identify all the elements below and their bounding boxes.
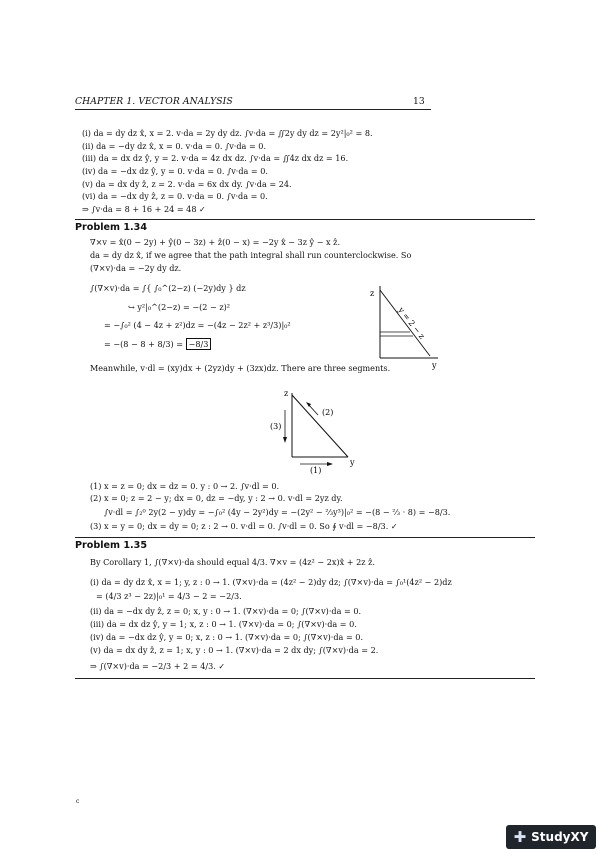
- p134-da: da = dy dz x̂, if we agree that the path integral shall run counterclockwise. So: [90, 250, 412, 260]
- p135-line-3: (ii) da = −dx dy ẑ, z = 0; x, y : 0 → 1. (∇×v)·da = 0; ∫(∇×v)·da = 0.: [90, 606, 362, 616]
- p134-boxed-answer: −8/3: [186, 338, 212, 350]
- p134-calc-3: = −∫₀² (4 − 4z + z²)dz = −(4z − 2z² + z³/3)|₀²: [104, 320, 291, 330]
- page-number: 13: [413, 96, 425, 107]
- p135-line-5: (iv) da = −dx dz ŷ, y = 0; x, z : 0 → 1. (∇×v)·da = 0; ∫(∇×v)·da = 0.: [90, 632, 364, 642]
- p133-line-6: (vi) da = −dx dy ẑ, z = 0. v·da = 0. ∫v·da = 0.: [82, 191, 268, 201]
- fig2-seg2-label: (2): [322, 408, 334, 417]
- p134-seg-1: (1) x = z = 0; dx = dz = 0. y : 0 → 2. ∫v·dl = 0.: [90, 481, 280, 491]
- p135-line-4: (iii) da = dx dz ŷ, y = 1; x, z : 0 → 1. (∇×v)·da = 0; ∫(∇×v)·da = 0.: [90, 619, 357, 629]
- problem-1-34-title: Problem 1.34: [75, 222, 148, 233]
- footer-mark: c: [76, 798, 80, 805]
- p134-meanwhile: Meanwhile, v·dl = (xy)dx + (2yz)dy + (3zx)dz. There are three segments.: [90, 363, 391, 373]
- p133-line-7: ⇒ ∫v·da = 8 + 16 + 24 = 48 ✓: [82, 204, 206, 214]
- fig2-seg3-label: (3): [270, 422, 282, 431]
- fig1-y-label: y: [432, 361, 437, 370]
- p135-intro: By Corollary 1, ∫(∇×v)·da should equal 4/3. ∇×v = (4z² − 2x)x̂ + 2z ẑ.: [90, 557, 375, 567]
- studyxy-logo: [506, 825, 596, 849]
- p134-curl-da: (∇×v)·da = −2y dy dz.: [90, 263, 182, 273]
- p135-line-7: ⇒ ∫(∇×v)·da = −2/3 + 2 = 4/3. ✓: [90, 661, 226, 671]
- problem-1-35-title: Problem 1.35: [75, 540, 148, 551]
- section-rule-2: [75, 537, 535, 538]
- fig1-line-label: y = 2 − z: [396, 305, 427, 341]
- p133-line-5: (v) da = dx dy ẑ, z = 2. v·da = 6x dx dy. ∫v·da = 24.: [82, 179, 292, 189]
- p134-calc-1: ∫(∇×v)·da = ∫{ ∫₀^(2−z) (−2y)dy } dz: [90, 283, 246, 293]
- p134-calc-2: ↪ y²|₀^(2−z) = −(2 − z)²: [128, 302, 231, 312]
- segments-figure: [270, 385, 370, 475]
- p134-calc-4: [104, 339, 211, 350]
- p135-line-1: (i) da = dy dz x̂, x = 1; y, z : 0 → 1. (∇×v)·da = (4z² − 2)dy dz; ∫(∇×v)·da = ∫₀¹(4z² − 2)dz: [90, 577, 452, 587]
- fig1-z-label: z: [370, 289, 375, 298]
- triangle-figure: [360, 280, 440, 370]
- section-rule: [75, 219, 535, 220]
- plus-icon: ✚: [513, 828, 527, 846]
- p133-line-1: (i) da = dy dz x̂, x = 2. v·da = 2y dy dz. ∫v·da = ∬2y dy dz = 2y²|₀² = 8.: [82, 128, 373, 138]
- chapter-header: CHAPTER 1. VECTOR ANALYSIS: [75, 96, 233, 107]
- p134-curl: ∇×v = x̂(0 − 2y) + ŷ(0 − 3z) + ẑ(0 − x) = −2y x̂ − 3z ŷ − x ẑ.: [90, 237, 341, 247]
- p133-line-4: (iv) da = −dx dz ŷ, y = 0. v·da = 0. ∫v·da = 0.: [82, 166, 269, 176]
- p134-seg-3: (3) x = y = 0; dx = dy = 0; z : 2 → 0. v·dl = 0. ∫v·dl = 0. So ∮ v·dl = −8/3. ✓: [90, 521, 398, 531]
- header-rule: [75, 109, 431, 110]
- p134-calc-4-text: = −(8 − 8 + 8/3) =: [104, 339, 186, 349]
- studyxy-logo-text: StudyXY: [531, 830, 589, 844]
- p135-line-6: (v) da = dx dy ẑ, z = 1; x, y : 0 → 1. (∇×v)·da = 2 dx dy; ∫(∇×v)·da = 2.: [90, 645, 379, 655]
- p135-line-2: = (4/3 z³ − 2z)|₀¹ = 4/3 − 2 = −2/3.: [96, 591, 242, 601]
- p133-line-2: (ii) da = −dy dz x̂, x = 0. v·da = 0. ∫v·da = 0.: [82, 141, 267, 151]
- fig2-y-label: y: [350, 458, 355, 467]
- p134-seg-2-integral: ∫v·dl = ∫₂⁰ 2y(2 − y)dy = −∫₀² (4y − 2y²)dy = −(2y² − ⅔y³)|₀² = −(8 − ⅔ · 8) = −8/3.: [104, 507, 451, 517]
- fig2-z-label: z: [284, 389, 289, 398]
- p134-seg-2: (2) x = 0; z = 2 − y; dx = 0, dz = −dy, y : 2 → 0. v·dl = 2yz dy.: [90, 493, 343, 503]
- fig2-seg1-label: (1): [310, 466, 322, 475]
- p133-line-3: (iii) da = dx dz ŷ, y = 2. v·da = 4z dx dz. ∫v·da = ∬4z dx dz = 16.: [82, 153, 349, 163]
- section-rule-3: [75, 678, 535, 679]
